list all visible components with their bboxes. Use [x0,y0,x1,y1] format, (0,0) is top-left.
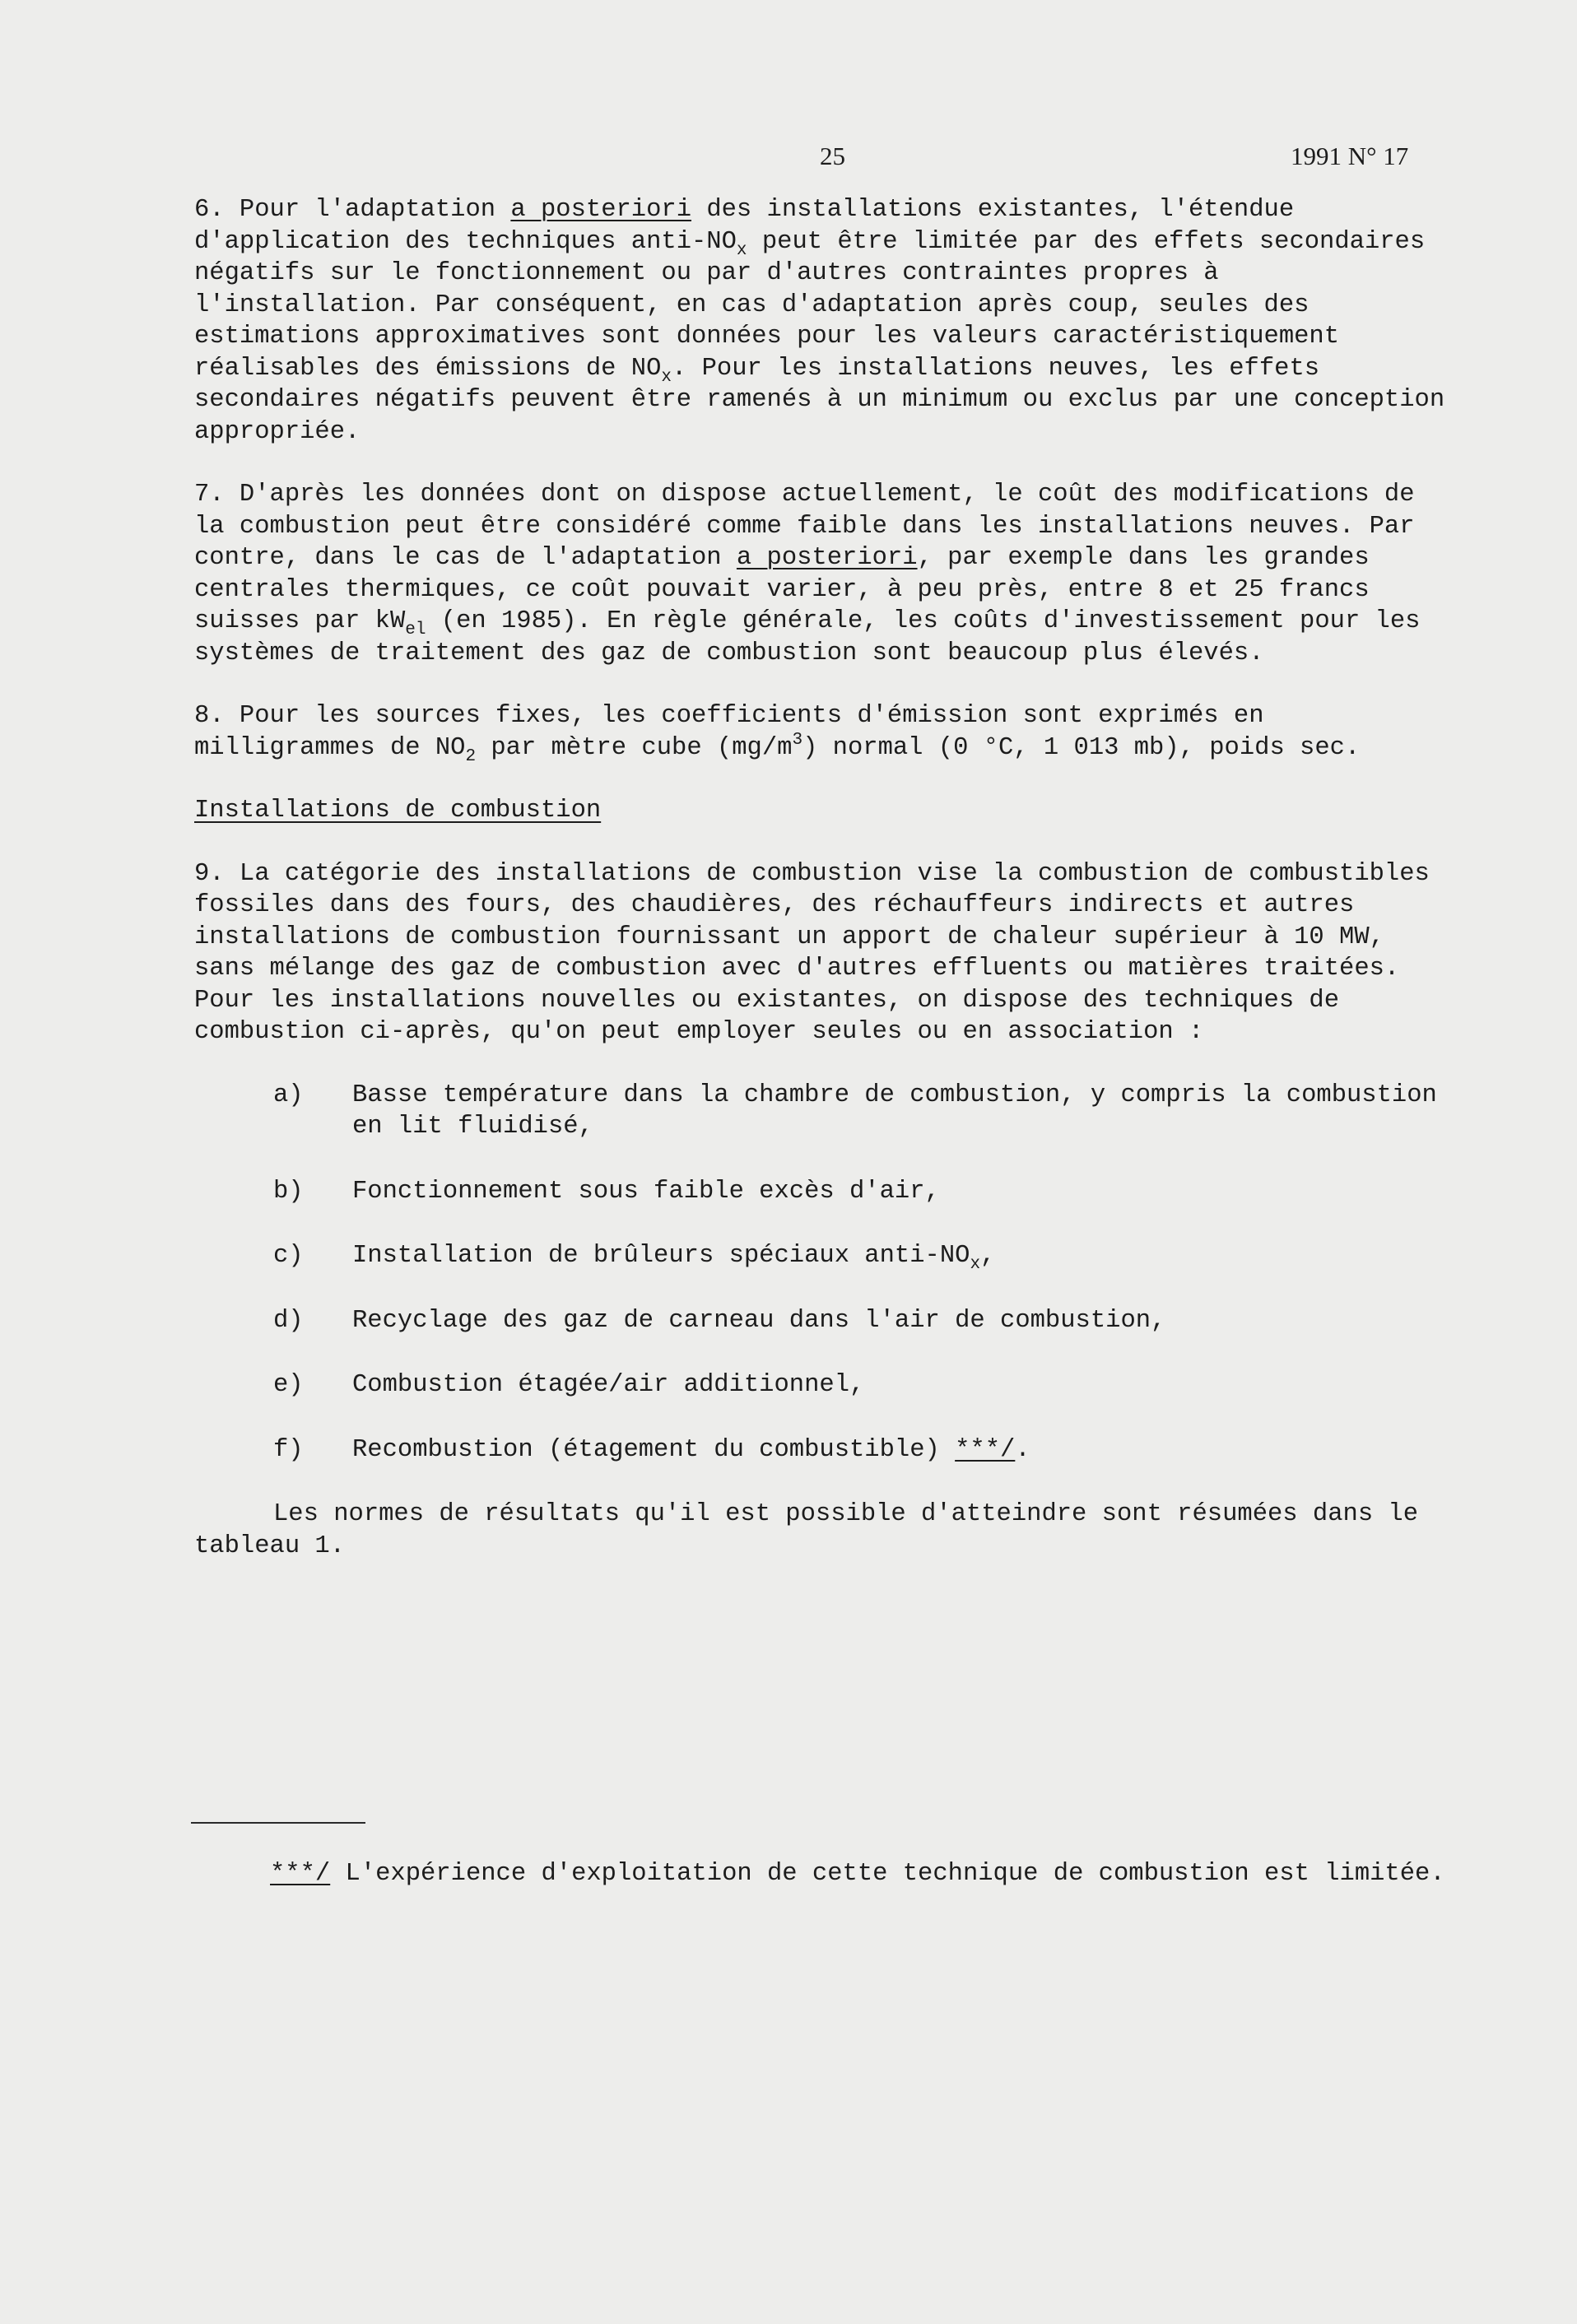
paragraph-8: 8. Pour les sources fixes, les coefficients d'émission sont exprimés en milligrammes de $NO_2$ par mètre cube $(mg/m^3)$ normal (0 °C, 1 013 mb), poids sec. [194,702,1361,766]
list-marker: f) [273,1435,304,1464]
list-item [194,1080,1454,1143]
list-item-text: Basse température dans la chambre de combustion, y compris la combustion en lit fluidisé, [352,1081,1437,1141]
paragraph-7: 7. D'après les données dont on dispose actuellement, le coût des modifications de la combustion peut être considéré comme faible dans les installations neuves. Par contre, dans le cas de l'adaptation a posteriori, par exemple dans les grandes centrales thermiques, ce coût pouvait varier, à peu près, entre 8 et 25 francs suisses par $kW_{el}$ (en 1985). En règle générale, les coûts d'investissement pour les systèmes de traitement des gaz de combustion sont beaucoup plus élevés. [194,481,1421,667]
paragraph-6: 6. Pour l'adaptation a posteriori des installations existantes, l'étendue d'application des techniques anti-$NO_x$ peut être limitée par des effets secondaires négatifs sur le fonctionnement ou par d'autres contraintes propres à l'installation. Par conséquent, en cas d'adaptation après coup, seules des estimations approximatives sont données pour les valeurs caractéristiquement réalisables des émissions de $NO_x$. Pour les installations neuves, les effets secondaires négatifs peuvent être ramenés à un minimum ou exclus par une conception appropriée. [194,196,1445,446]
footnote-divider [191,1822,365,1824]
list-marker: b) [273,1177,304,1206]
latin-term: a posteriori [736,544,918,572]
footnote [191,1858,1450,1890]
list-item [194,1434,1454,1466]
paragraph-9: 9. La catégorie des installations de combustion vise la combustion de combustibles fossiles dans des fours, des chaudières, des réchauffeurs indirects et autres installations de combustion fournissant un apport de chaleur supérieur à 10 MW, sans mélange des gaz de combustion avec d'autres effluents ou matières traitées. Pour les installations nouvelles ou existantes, on dispose des techniques de combustion ci-après, qu'on peut employer seules ou en association : [194,859,1430,1046]
list-marker: c) [273,1242,304,1270]
techniques-list [194,1080,1454,1466]
list-item-text: Recombustion (étagement du combustible) ***/. [352,1435,1030,1464]
page-header [0,142,1577,183]
list-item-text: Installation de brûleurs spéciaux anti-$NO_x$, [352,1242,996,1274]
list-item [194,1305,1454,1337]
journal-reference: 1991 N° 17 [1291,142,1409,170]
list-marker: a) [273,1081,304,1109]
list-item-text: Recyclage des gaz de carneau dans l'air de combustion, [352,1306,1166,1335]
footnote-marker: ***/ [270,1860,331,1888]
footnote-reference: ***/ [955,1435,1016,1464]
page-number: 25 [820,142,845,170]
list-marker: e) [273,1371,304,1399]
list-item [194,1176,1454,1208]
list-item-text: Combustion étagée/air additionnel, [352,1371,865,1399]
closing-paragraph: Les normes de résultats qu'il est possible d'atteindre sont résumées dans le tableau 1. [194,1500,1419,1560]
footnote-text: L'expérience d'exploitation de cette technique de combustion est limitée. [330,1860,1445,1888]
list-item-text: Fonctionnement sous faible excès d'air, [352,1177,940,1206]
section-heading: Installations de combustion [194,797,602,825]
list-marker: d) [273,1306,304,1335]
list-item [194,1240,1454,1272]
list-item [194,1369,1454,1401]
latin-term: a posteriori [510,196,692,224]
document-body [194,194,1454,1562]
